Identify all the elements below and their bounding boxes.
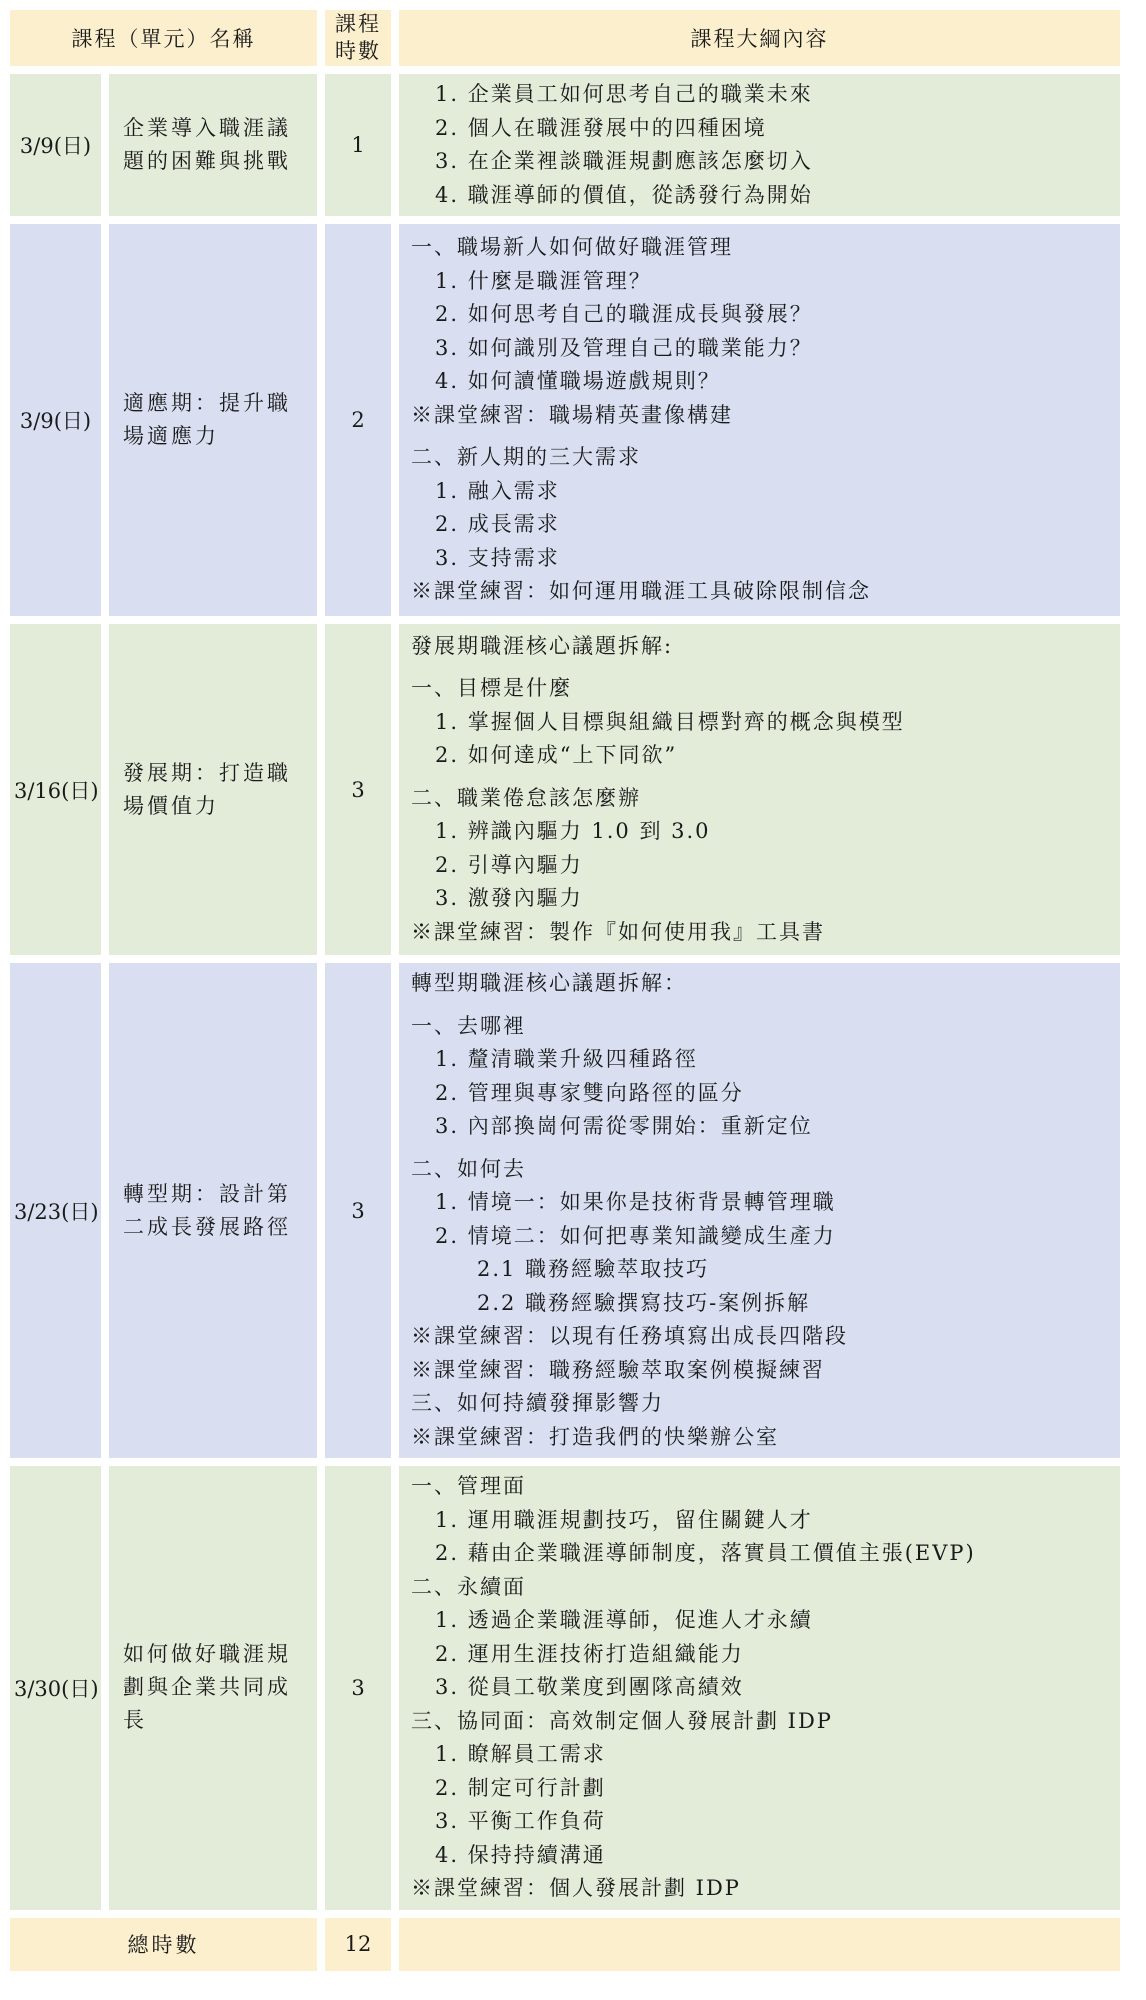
outline-cell — [399, 74, 1120, 216]
hours-cell: 3 — [325, 963, 391, 1458]
date-cell: 3/9(日) — [10, 74, 101, 216]
outline-exercise: ※課堂練習：職場精英畫像構建 — [411, 402, 733, 427]
unit-name-cell: 如何做好職涯規劃與企業共同成長 — [109, 1466, 317, 1910]
outline-line: 4. 職涯導師的價值，從誘發行為開始 — [435, 182, 813, 207]
outline-line: 2. 運用生涯技術打造組織能力 — [435, 1641, 744, 1666]
outline-line: 2. 個人在職涯發展中的四種困境 — [435, 115, 767, 140]
outline-subline: 2.2 職務經驗撰寫技巧-案例拆解 — [477, 1290, 811, 1315]
outline-heading: 轉型期職涯核心議題拆解： — [411, 971, 687, 995]
outline-line: 2. 制定可行計劃 — [435, 1775, 606, 1800]
outline-line: 3. 支持需求 — [435, 545, 560, 570]
outline-heading: 一、目標是什麼 — [411, 676, 572, 701]
unit-name-cell: 適應期：提升職場適應力 — [109, 224, 317, 616]
outline-heading: 二、永續面 — [411, 1574, 526, 1599]
total-row — [10, 1918, 1120, 1971]
outline-heading: 一、去哪裡 — [411, 1013, 526, 1038]
outline-heading: 三、協同面：高效制定個人發展計劃 IDP — [411, 1708, 833, 1733]
outline-line: 1. 企業員工如何思考自己的職業未來 — [435, 82, 813, 106]
outline-heading: 發展期職涯核心議題拆解: — [411, 633, 674, 658]
hours-cell: 3 — [325, 624, 391, 955]
outline-heading: 二、新人期的三大需求 — [411, 445, 641, 470]
outline-exercise: ※課堂練習：如何運用職涯工具破除限制信念 — [411, 579, 871, 604]
outline-heading: 一、職場新人如何做好職涯管理 — [411, 235, 733, 260]
outline-exercise: ※課堂練習：個人發展計劃 IDP — [411, 1876, 741, 1900]
outline-line: 1. 透過企業職涯導師，促進人才永續 — [435, 1608, 813, 1632]
header-row — [10, 10, 1120, 66]
outline-heading: 二、職業倦怠該怎麼辦 — [411, 785, 641, 810]
course-table-wrapper — [10, 10, 1136, 1971]
unit-name-cell: 發展期：打造職場價值力 — [109, 624, 317, 955]
hours-cell: 2 — [325, 224, 391, 616]
outline-line: 1. 運用職涯規劃技巧，留住關鍵人才 — [435, 1507, 813, 1532]
date-cell: 3/23(日) — [10, 963, 101, 1458]
unit-name-cell: 企業導入職涯議題的困難與挑戰 — [109, 74, 317, 216]
total-label: 總時數 — [10, 1918, 317, 1971]
date-cell: 3/30(日) — [10, 1466, 101, 1910]
header-hours — [325, 10, 391, 66]
outline-heading: 二、如何去 — [411, 1156, 526, 1181]
hours-cell: 3 — [325, 1466, 391, 1910]
outline-cell — [399, 624, 1120, 955]
outline-line: 1. 釐清職業升級四種路徑 — [435, 1047, 698, 1071]
header-outline: 課程大綱內容 — [399, 10, 1120, 66]
course-row — [10, 1466, 1120, 1910]
outline-cell — [399, 1466, 1120, 1910]
header-hours-line2: 時數 — [335, 39, 381, 63]
course-row — [10, 963, 1120, 1458]
outline-line: 2. 藉由企業職涯導師制度，落實員工價值主張(EVP) — [435, 1541, 976, 1565]
outline-line: 1. 融入需求 — [435, 478, 560, 503]
outline-line: 2. 成長需求 — [435, 512, 560, 537]
course-table — [2, 2, 1128, 1979]
outline-line: 2. 管理與專家雙向路徑的區分 — [435, 1080, 744, 1105]
outline-line: 1. 掌握個人目標與組織目標對齊的概念與模型 — [435, 709, 905, 734]
outline-subline: 2.1 職務經驗萃取技巧 — [477, 1257, 710, 1281]
date-cell: 3/9(日) — [10, 224, 101, 616]
outline-line: 1. 瞭解員工需求 — [435, 1742, 606, 1766]
course-row — [10, 74, 1120, 216]
header-hours-line1: 課程 — [335, 12, 381, 36]
outline-exercise: ※課堂練習：製作『如何使用我』工具書 — [411, 919, 825, 944]
outline-exercise: ※課堂練習：職務經驗萃取案例模擬練習 — [411, 1357, 825, 1382]
outline-heading: 三、如何持續發揮影響力 — [411, 1391, 664, 1415]
header-course-name: 課程（單元）名稱 — [10, 10, 317, 66]
outline-line: 4. 保持持續溝通 — [435, 1842, 606, 1867]
outline-exercise: ※課堂練習：以現有任務填寫出成長四階段 — [411, 1324, 848, 1348]
outline-line: 2. 情境二：如何把專業知識變成生產力 — [435, 1223, 836, 1248]
date-cell: 3/16(日) — [10, 624, 101, 955]
unit-name-cell: 轉型期：設計第二成長發展路徑 — [109, 963, 317, 1458]
hours-cell: 1 — [325, 74, 391, 216]
outline-line: 1. 什麼是職涯管理？ — [435, 268, 652, 293]
outline-line: 3. 在企業裡談職涯規劃應該怎麼切入 — [435, 149, 813, 173]
outline-line: 3. 平衡工作負荷 — [435, 1809, 606, 1833]
outline-line: 4. 如何讀懂職場遊戲規則？ — [435, 369, 721, 394]
outline-line: 3. 如何識別及管理自己的職業能力？ — [435, 335, 813, 360]
outline-line: 3. 激發內驅力 — [435, 886, 583, 911]
outline-line: 1. 辨識內驅力 1.0 到 3.0 — [435, 819, 711, 844]
outline-line: 3. 內部換崗何需從零開始：重新定位 — [435, 1114, 813, 1138]
outline-cell — [399, 224, 1120, 616]
outline-heading: 一、管理面 — [411, 1474, 526, 1498]
total-outline-empty — [399, 1918, 1120, 1971]
course-row — [10, 224, 1120, 616]
outline-line: 1. 情境一：如果你是技術背景轉管理職 — [435, 1190, 836, 1214]
outline-line: 2. 如何思考自己的職涯成長與發展？ — [435, 302, 813, 327]
total-hours: 12 — [325, 1918, 391, 1971]
outline-line: 3. 從員工敬業度到團隊高績效 — [435, 1675, 744, 1699]
outline-line: 2. 引導內驅力 — [435, 852, 583, 877]
outline-line: 2. 如何達成“上下同欲” — [435, 743, 678, 768]
course-row — [10, 624, 1120, 955]
outline-exercise: ※課堂練習：打造我們的快樂辦公室 — [411, 1424, 779, 1449]
outline-cell — [399, 963, 1120, 1458]
